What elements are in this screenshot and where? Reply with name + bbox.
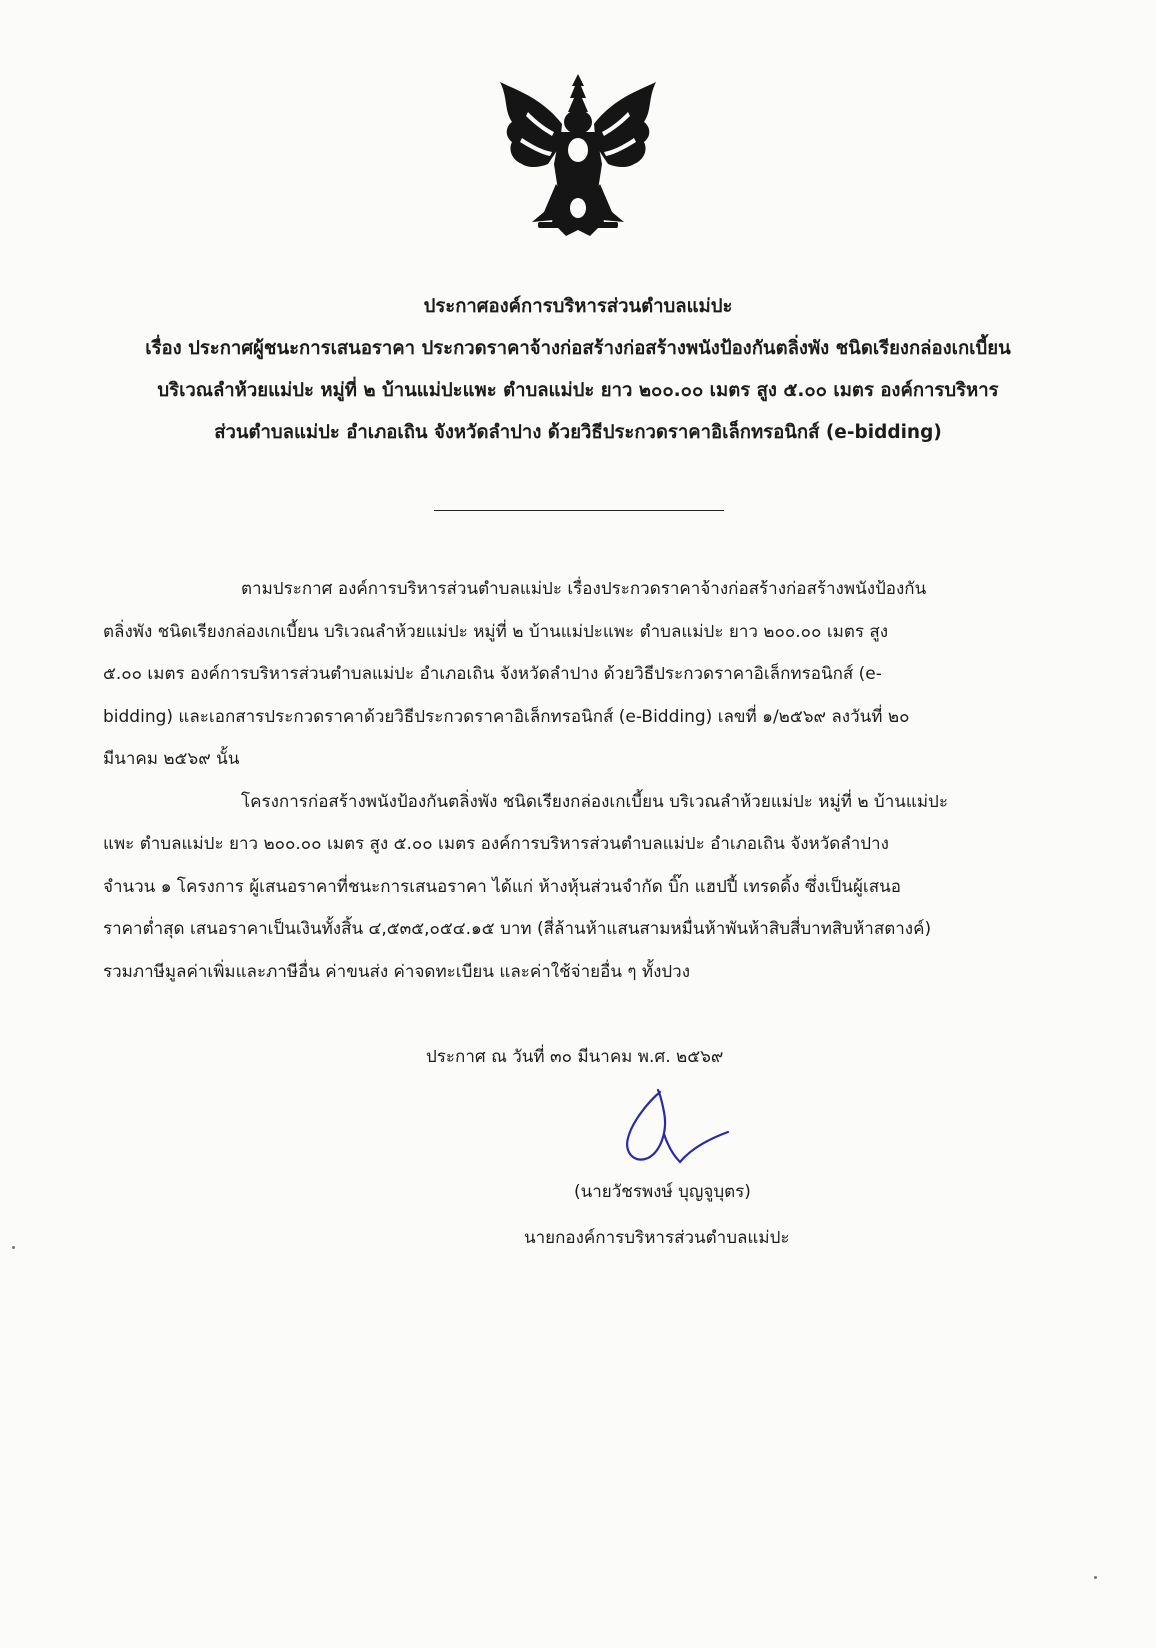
paragraph-line: มีนาคม ๒๕๖๙ นั้น [103,749,240,769]
paragraph-line: แพะ ตำบลแม่ปะ ยาว ๒๐๐.๐๐ เมตร สูง ๕.๐๐ เมตร องค์การบริหารส่วนตำบลแม่ปะ อำเภอเถิน จังหวัดลำปาง [103,834,889,854]
signer-name: (นายวัชรพงษ์ บุญจูบุตร) [574,1182,751,1202]
paragraph-line: ๕.๐๐ เมตร องค์การบริหารส่วนตำบลแม่ปะ อำเภอเถิน จังหวัดลำปาง ด้วยวิธีประกวดราคาอิเล็กทรอนิกส์ (e- [103,664,882,684]
paragraph-line: ตลิ่งพัง ชนิดเรียงกล่องเกเบี้ยน บริเวณลำห้วยแม่ปะ หมู่ที่ ๒ บ้านแม่ปะแพะ ตำบลแม่ปะ ยาว ๒๐๐.๐๐ เมตร สูง [103,621,889,642]
subject-line: บริเวณลำห้วยแม่ปะ หมู่ที่ ๒ บ้านแม่ปะแพะ ตำบลแม่ปะ ยาว ๒๐๐.๐๐ เมตร สูง ๕.๐๐ เมตร องค์การบริหาร [157,380,999,401]
paragraph-line: โครงการก่อสร้างพนังป้องกันตลิ่งพัง ชนิดเรียงกล่องเกเบี้ยน บริเวณลำห้วยแม่ปะ หมู่ที่ ๒ บ้านแม่ปะ [241,791,948,812]
paragraph-line: ตามประกาศ องค์การบริหารส่วนตำบลแม่ปะ เรื่องประกวดราคาจ้างก่อสร้างก่อสร้างพนังป้องกัน [241,579,927,599]
paragraph-line: รวมภาษีมูลค่าเพิ่มและภาษีอื่น ค่าขนส่ง ค่าจดทะเบียน และค่าใช้จ่ายอื่น ๆ ทั้งปวง [103,961,691,982]
org-title: ประกาศองค์การบริหารส่วนตำบลแม่ปะ [423,296,733,317]
announcement-body [103,568,1053,993]
header-divider [434,510,724,511]
paragraph-line: ราคาต่ำสุด เสนอราคาเป็นเงินทั้งสิ้น ๔,๕๓๕,๐๕๔.๑๕ บาท (สี่ล้านห้าแสนสามหมื่นห้าพันห้าสิบสี่บาทสิบห้าสตางค์) [103,919,932,939]
garuda-emblem-icon [498,72,658,238]
paragraph-line: bidding) และเอกสารประกวดราคาด้วยวิธีประกวดราคาอิเล็กทรอนิกส์ (e-Bidding) เลขที่ ๑/๒๕๖๙ ลงวันที่ ๒๐ [103,706,910,727]
announcement-header [80,286,1076,454]
paragraph-line: จำนวน ๑ โครงการ ผู้เสนอราคาที่ชนะการเสนอราคา ได้แก่ ห้างหุ้นส่วนจำกัด บิ๊ก แฮปปี้ เทรดดิ้ง ซึ่งเป็นผู้เสนอ [103,876,901,897]
subject-line: ส่วนตำบลแม่ปะ อำเภอเถิน จังหวัดลำปาง ด้วยวิธีประกวดราคาอิเล็กทรอนิกส์ (e-bidding) [214,422,942,443]
signature-icon [620,1088,730,1170]
paper-speck [1094,1576,1097,1579]
subject-line: เรื่อง ประกาศผู้ชนะการเสนอราคา ประกวดราคาจ้างก่อสร้างก่อสร้างพนังป้องกันตลิ่งพัง ชนิดเรียงกล่องเกเบี้ยน [145,338,1011,359]
paper-speck [12,1246,15,1249]
announce-date: ประกาศ ณ วันที่ ๓๐ มีนาคม พ.ศ. ๒๕๖๙ [426,1047,724,1067]
signer-position: นายกองค์การบริหารส่วนตำบลแม่ปะ [524,1228,790,1248]
